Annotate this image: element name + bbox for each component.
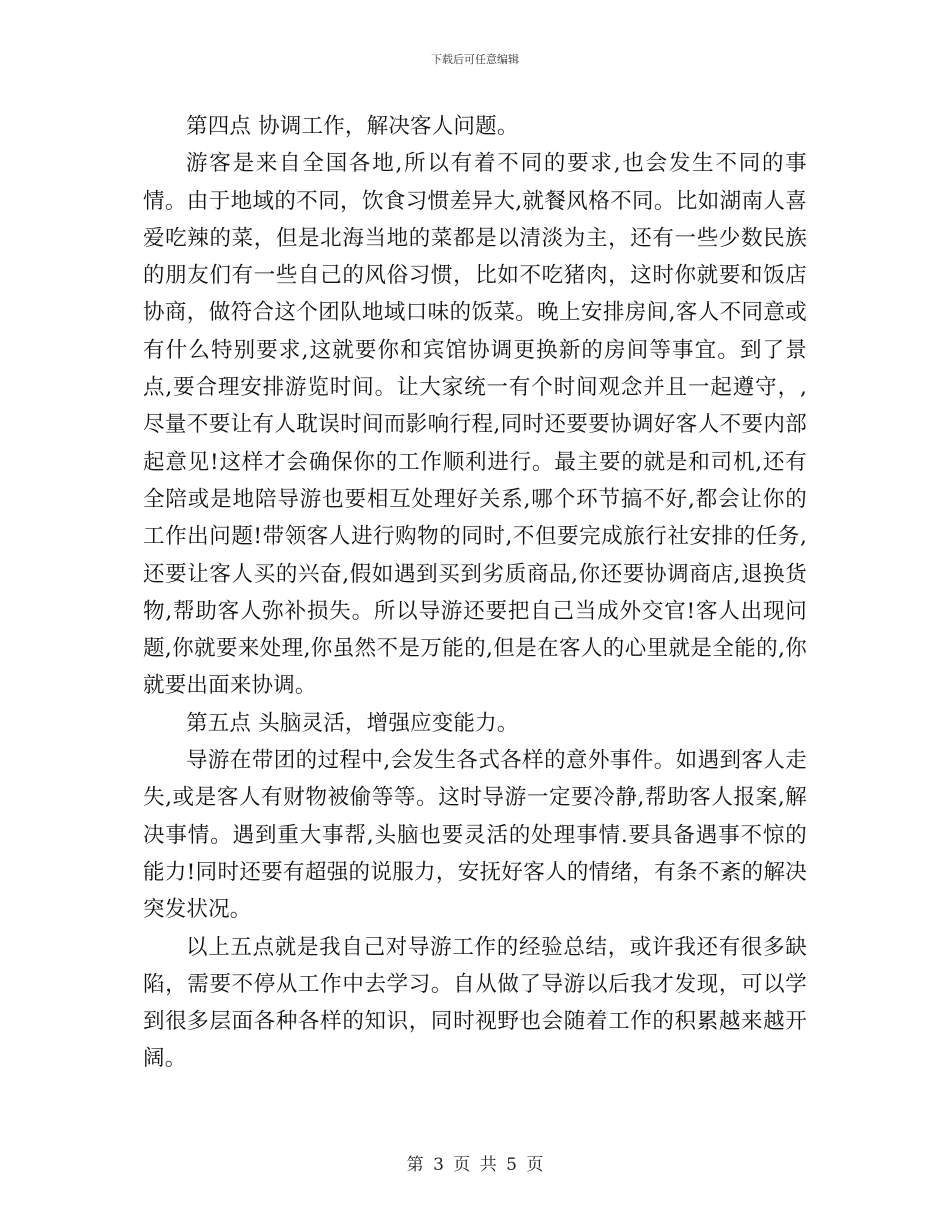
page-header: 下载后可任意编辑: [431, 53, 519, 66]
paragraph-coordination: 游客是来自全国各地,所以有着不同的要求,也会发生不同的事情。由于地域的不同，饮食习惯差异大,就餐风格不同。比如湖南人喜爱吃辣的菜，但是北海当地的菜都是以清淡为主，还有一些少数民族的朋友们有一些自己的风俗习惯，比如不吃猪肉，这时你就要和饭店协商，做符合这个团队地域口味的饭菜。晚上安排房间,客人不同意或有什么特别要求,这就要你和宾馆协调更换新的房间等事宜。到了景点,要合理安排游览时间。让大家统一有个时间观念并且一起遵守，,尽量不要让有人耽误时间而影响行程,同时还要要协调好客人不要内部起意见!这样才会确保你的工作顺利进行。最主要的就是和司机,还有全陪或是地陪导游也要相互处理好关系,哪个环节搞不好,都会让你的工作出问题!带领客人进行购物的同时,不但要完成旅行社安排的任务,还要让客人买的兴奋,假如遇到买到劣质商品,你还要协调商店,退换货物,帮助客人弥补损失。所以导游还要把自己当成外交官!客人出现问题,你就要来处理,你虽然不是万能的,但是在客人的心里就是全能的,你就要出面来协调。: [143, 151, 807, 699]
section-heading-4: 第四点 协调工作，解决客人问题。: [186, 114, 519, 139]
document-body: [143, 108, 807, 1078]
paragraph-summary: 以上五点就是我自己对导游工作的经验总结，或许我还有很多缺陷，需要不停从工作中去学习。自从做了导游以后我才发现，可以学到很多层面各种各样的知识，同时视野也会随着工作的积累越来越开阔。: [143, 934, 807, 1072]
section-heading-5: 第五点 头脑灵活，增强应变能力。: [186, 710, 519, 736]
page-footer: 第 3 页 共 5 页: [406, 1155, 544, 1175]
paragraph-adaptability: 导游在带团的过程中,会发生各式各样的意外事件。如遇到客人走失,或是客人有财物被偷等等。这时导游一定要冷静,帮助客人报案,解决事情。遇到重大事帮,头脑也要灵活的处理事情.要具备遇事不惊的能力!同时还要有超强的说服力，安抚好客人的情绪，有条不紊的解决突发状况。: [143, 748, 807, 923]
